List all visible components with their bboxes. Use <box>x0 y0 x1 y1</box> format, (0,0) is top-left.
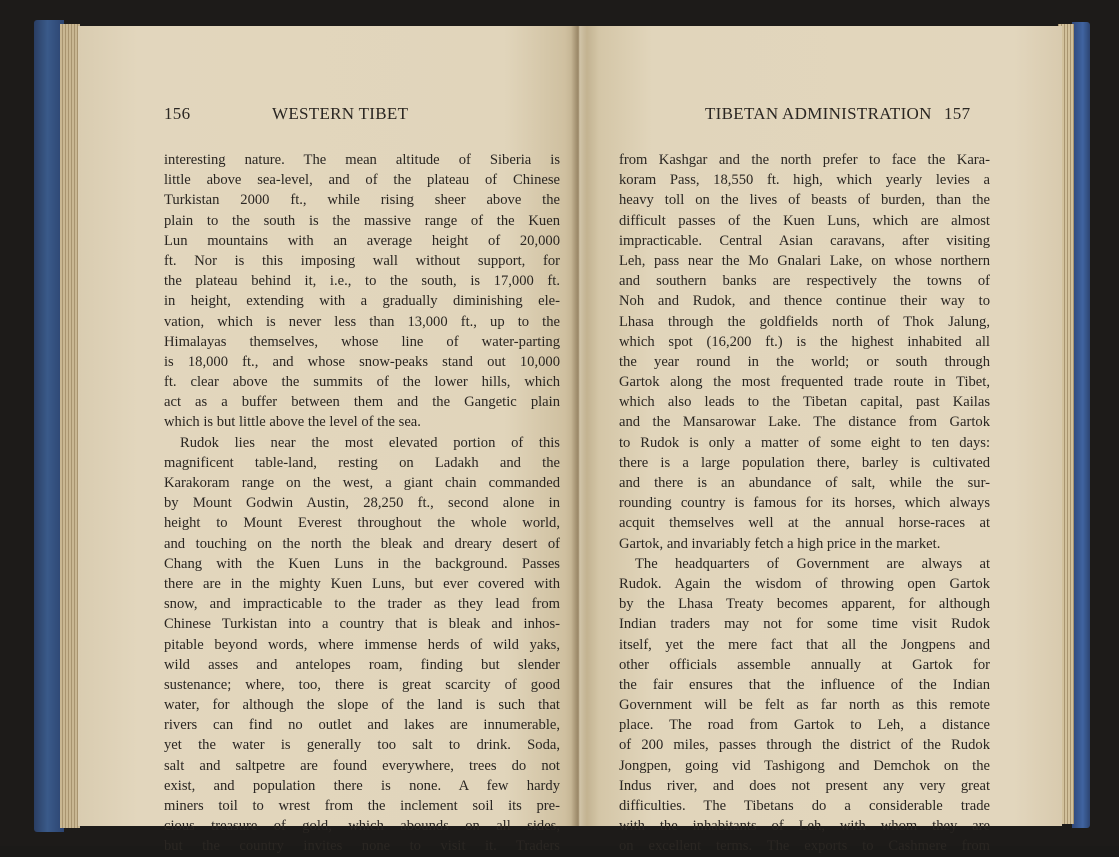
text-line: on excellent terms. The exports to Cashmere from <box>619 838 990 855</box>
text-line: of 200 miles, passes through the district of the Rudok <box>619 737 990 754</box>
running-title: WESTERN TIBET <box>272 104 409 123</box>
text-line: miners toil to wrest from the inclement soil its pre- <box>164 798 560 814</box>
text-line: cious treasure of gold, which abounds on all sides, <box>164 818 560 835</box>
text-line: Noh and Rudok, and thence continue their way to <box>619 293 990 310</box>
text-line: act as a buffer between them and the Gangetic plain <box>164 394 560 411</box>
text-line: impracticable. Central Asian caravans, after visiting <box>619 232 990 249</box>
text-line: is 18,000 ft., and whose snow-peaks stand out 10,000 <box>164 353 560 370</box>
text-line: vation, which is never less than 13,000 ft., up to the <box>164 313 560 330</box>
text-line: Karakoram range on the west, a giant chain commanded <box>164 475 560 491</box>
body-text <box>619 150 990 857</box>
page-edges-left <box>60 24 80 828</box>
text-line: magnificent table-land, resting on Ladakh and the <box>164 454 560 471</box>
text-line: and there is an abundance of salt, while the sur- <box>619 475 990 491</box>
text-line: Lhasa through the goldfields north of Thok Jalung, <box>619 313 990 330</box>
text-line: ft. Nor is this imposing wall without support, for <box>164 252 560 269</box>
text-line: little above sea-level, and of the plateau of Chinese <box>164 172 560 189</box>
text-line: itself, yet the mere fact that all the Jongpens and <box>619 636 990 653</box>
text-line: by Mount Godwin Austin, 28,250 ft., second alone in <box>164 495 560 512</box>
text-line: and touching on the north the bleak and dreary desert of <box>164 535 560 552</box>
text-line: Chinese Turkistan into a country that is bleak and inhos- <box>164 616 560 633</box>
text-line: rivers can find no outlet and lakes are innumerable, <box>164 717 560 734</box>
text-line: Turkistan 2000 ft., while rising sheer above the <box>164 192 560 209</box>
book-cover-right-edge <box>1072 22 1090 828</box>
text-line: the year round in the world; or south through <box>619 353 990 370</box>
text-line: koram Pass, 18,550 ft. high, which yearly levies a <box>619 172 990 189</box>
text-line: heavy toll on the lives of beasts of burden, than the <box>619 192 990 209</box>
text-line: Leh, pass near the Mo Gnalari Lake, on whose northern <box>619 252 990 269</box>
text-line: rounding country is famous for its horses, which always <box>619 495 990 512</box>
text-line: Rudok lies near the most elevated portion of this <box>180 434 560 451</box>
text-line: the plateau behind it, i.e., to the south, is 17,000 ft. <box>164 273 560 290</box>
text-line: Jongpen, going vid Tashigong and Demchok on the <box>619 757 990 774</box>
text-line: wild asses and antelopes roam, finding but slender <box>164 656 560 673</box>
text-line: water, for although the slope of the land is such that <box>164 697 560 714</box>
text-line: but the country invites none to visit it. Traders <box>164 838 560 855</box>
text-line: Gartok, and invariably fetch a high price in the market. <box>619 535 941 552</box>
text-line: exist, and population there is none. A few hardy <box>164 777 560 794</box>
text-line: Lun mountains with an average height of 20,000 <box>164 232 560 249</box>
book-gutter <box>571 26 587 826</box>
text-line: plain to the south is the massive range of the Kuen <box>164 212 560 229</box>
text-line: pitable beyond words, where immense herds of wild yaks, <box>164 636 560 653</box>
right-page <box>580 26 1062 855</box>
text-line: place. The road from Gartok to Leh, a distance <box>619 717 990 734</box>
text-line: and southern banks are respectively the towns of <box>619 273 990 290</box>
text-line: with the inhabitants of Leh, with whom they are <box>619 818 990 835</box>
left-page <box>78 26 580 855</box>
text-line: Gartok along the most frequented trade route in Tibet, <box>619 374 990 391</box>
page-number: 156 <box>164 104 191 123</box>
text-line: to Rudok is only a matter of some eight to ten days: <box>619 434 990 451</box>
text-line: yet the water is generally too salt to drink. Soda, <box>164 737 560 754</box>
text-line: interesting nature. The mean altitude of Siberia is <box>164 152 560 168</box>
text-line: in height, extending with a gradually diminishing ele- <box>164 293 560 310</box>
text-line: there are in the mighty Kuen Luns, but ever covered with <box>164 575 560 592</box>
text-line: sustenance; where, too, there is great scarcity of good <box>164 676 560 693</box>
text-line: which is but little above the level of the sea. <box>164 414 421 431</box>
text-line: acquit themselves well at the annual horse-races at <box>619 515 990 532</box>
text-line: snow, and impracticable to the trader as they lead from <box>164 596 560 613</box>
text-line: Government will be felt as far north as this remote <box>619 697 990 714</box>
text-line: difficult passes of the Kuen Luns, which are almost <box>619 212 990 229</box>
text-line: Chang with the Kuen Luns in the background. Passes <box>164 555 560 572</box>
text-line: there is a large population there, barley is cultivated <box>619 454 990 471</box>
text-line: by the Lhasa Treaty becomes apparent, for although <box>619 596 990 613</box>
text-line: difficulties. The Tibetans do a considerable trade <box>619 798 990 814</box>
text-line: which spot (16,200 ft.) is the highest inhabited all <box>619 333 990 350</box>
text-line: height to Mount Everest throughout the whole world, <box>164 515 560 532</box>
text-line: the fair ensures that the influence of the Indian <box>619 676 990 693</box>
body-text <box>164 150 560 857</box>
text-line: from Kashgar and the north prefer to face the Kara- <box>619 152 990 168</box>
text-line: Himalayas themselves, whose line of water-parting <box>164 333 560 350</box>
text-line: salt and saltpetre are found everywhere, trees do not <box>164 757 560 774</box>
text-line: other officials assemble annually at Gartok for <box>619 656 990 673</box>
text-line: Rudok. Again the wisdom of throwing open Gartok <box>619 575 990 592</box>
text-line: ft. clear above the summits of the lower hills, which <box>164 374 560 391</box>
running-title: TIBETAN ADMINISTRATION <box>705 104 932 123</box>
text-line: Indus river, and does not present any very great <box>619 777 990 794</box>
text-line: The headquarters of Government are always at <box>635 555 990 572</box>
text-line: and the Mansarowar Lake. The distance from Gartok <box>619 414 990 431</box>
text-line: which also leads to the Tibetan capital, past Kailas <box>619 394 990 411</box>
page-number: 157 <box>944 104 971 123</box>
text-line: Indian traders may not for some time visit Rudok <box>619 616 990 633</box>
